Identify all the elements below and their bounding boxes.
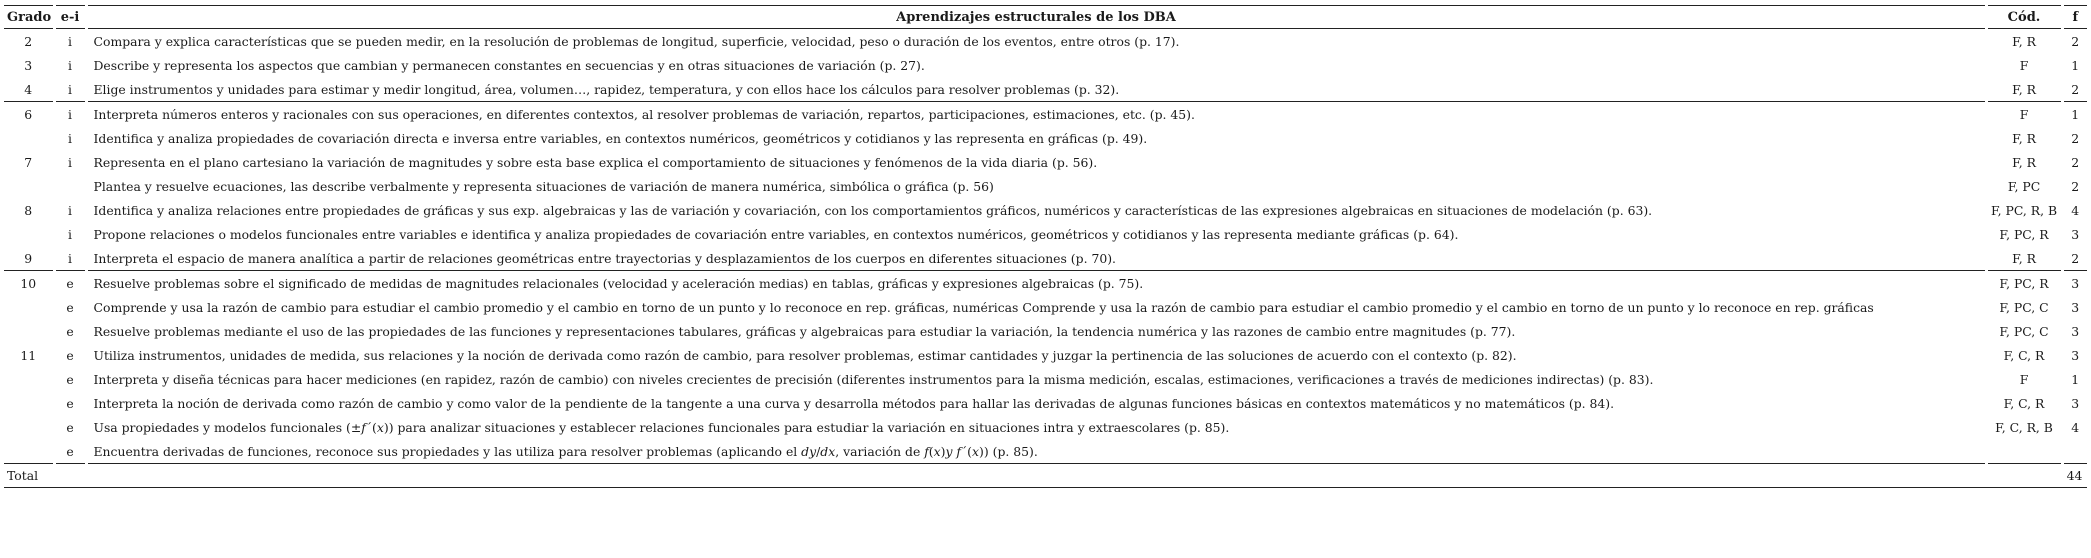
cell-grado	[4, 439, 54, 464]
cell-aprendizaje: Resuelve problemas mediante el uso de las propiedades de las funciones y representaciones tabulares, gráficas y algebraicas para estudiar la variación, la tendencia numérica y las razones de cambio entre magnitudes (p. 77).	[86, 319, 1986, 343]
cell-cod: F	[1986, 53, 2062, 77]
total-label: Total	[4, 464, 2062, 488]
cell-cod: F, R	[1986, 246, 2062, 271]
table-row	[4, 271, 2087, 296]
total-row	[4, 464, 2087, 488]
cell-aprendizaje: Interpreta el espacio de manera analítica a partir de relaciones geométricas entre trayectorias y desplazamientos de los cuerpos en diferentes situaciones (p. 70).	[86, 246, 1986, 271]
cell-cod: F, PC, C	[1986, 319, 2062, 343]
cell-f: 3	[2062, 271, 2087, 296]
cell-grado	[4, 319, 54, 343]
cell-grado	[4, 295, 54, 319]
cell-grado	[4, 174, 54, 198]
header-aprendizajes: Aprendizajes estructurales de los DBA	[86, 6, 1986, 29]
cell-ei: i	[54, 29, 86, 54]
cell-grado: 4	[4, 77, 54, 102]
cell-cod: F, PC	[1986, 174, 2062, 198]
cell-ei: i	[54, 77, 86, 102]
cell-ei: e	[54, 319, 86, 343]
cell-f: 1	[2062, 102, 2087, 127]
cell-f: 3	[2071, 226, 2080, 242]
cell-cod: F	[1986, 367, 2062, 391]
cell-cod: F, C, R, B	[1986, 415, 2062, 439]
cell-aprendizaje: Interpreta la noción de derivada como razón de cambio y como valor de la pendiente de la tangente a una curva y desarrolla métodos para hallar las derivadas de algunas funciones básicas en contextos matemáticos y no matemáticos (p. 84).	[86, 391, 1986, 415]
cell-ei: i	[54, 222, 86, 246]
cell-f: 4	[2071, 419, 2080, 435]
cell-ei	[54, 174, 86, 198]
table-row	[4, 222, 2087, 246]
header-grado: Grado	[4, 6, 54, 29]
table-row	[4, 367, 2087, 391]
cell-ei: i	[54, 246, 86, 271]
table-row	[4, 77, 2087, 102]
table-row	[4, 343, 2087, 367]
cell-ei: e	[54, 343, 86, 367]
cell-ei: e	[54, 439, 86, 464]
cell-f: 4	[2071, 202, 2080, 218]
header-cod: Cód.	[1986, 6, 2062, 29]
cell-aprendizaje: Utiliza instrumentos, unidades de medida, sus relaciones y la noción de derivada como razón de cambio, para resolver problemas, estimar cantidades y juzgar la pertinencia de las soluciones de acuerdo con el contexto (p. 82).	[86, 343, 1986, 367]
table-row	[4, 29, 2087, 54]
header-ei: e-i	[54, 6, 86, 29]
cell-aprendizaje: Representa en el plano cartesiano la variación de magnitudes y sobre esta base explica el comportamiento de situaciones y fenómenos de la vida diaria (p. 56).	[86, 150, 1986, 174]
cell-cod	[1986, 439, 2062, 464]
cell-aprendizaje: Usa propiedades y modelos funcionales (±𝑓´(𝑥)) para analizar situaciones y establecer relaciones funcionales para estudiar la variación en situaciones intra y extraescolares (p. 85).	[86, 415, 1986, 439]
table-row	[4, 126, 2087, 150]
cell-cod: F, R	[1986, 126, 2062, 150]
cell-aprendizaje: Identifica y analiza propiedades de covariación directa e inversa entre variables, en contextos numéricos, geométricos y cotidianos y las representa en gráficas (p. 49).	[86, 126, 1986, 150]
cell-ei: e	[54, 271, 86, 296]
table-row	[4, 246, 2087, 271]
cell-aprendizaje: Identifica y analiza relaciones entre propiedades de gráficas y sus exp. algebraicas y las de variación y covariación, con los comportamientos gráficos, numéricos y características de las expresiones algebraicas en situaciones de modelación (p. 63).	[86, 198, 1986, 222]
cell-grado: 10	[4, 271, 54, 296]
cell-aprendizaje: Comprende y usa la razón de cambio para estudiar el cambio promedio y el cambio en torno de un punto y lo reconoce en rep. gráficas, numéricas Comprende y usa la razón de cambio para estudiar el cambio promedio y el cambio en torno de un punto y lo reconoce en rep. gráficas	[86, 295, 1986, 319]
cell-cod: F, R	[1986, 29, 2062, 54]
cell-grado	[4, 222, 54, 246]
cell-grado: 7	[4, 150, 54, 174]
cell-f: 3	[2071, 299, 2080, 315]
cell-f: 2	[2062, 29, 2087, 54]
cell-grado: 9	[4, 246, 54, 271]
cell-f: 2	[2071, 154, 2080, 170]
cell-f	[2062, 439, 2087, 464]
cell-grado: 6	[4, 102, 54, 127]
cell-ei: i	[54, 102, 86, 127]
cell-cod: F, PC, C	[1986, 295, 2062, 319]
cell-cod: F, C, R	[1986, 391, 2062, 415]
table-row	[4, 295, 2087, 319]
cell-ei: e	[54, 295, 86, 319]
table-row	[4, 319, 2087, 343]
cell-grado: 11	[4, 343, 54, 367]
cell-ei: e	[54, 367, 86, 391]
cell-aprendizaje: Interpreta y diseña técnicas para hacer mediciones (en rapidez, razón de cambio) con niveles crecientes de precisión (diferentes instrumentos para la misma medición, escalas, estimaciones, verificaciones a través de mediciones indirectas) (p. 83).	[86, 367, 1986, 391]
cell-f: 1	[2071, 371, 2080, 387]
cell-ei: i	[54, 198, 86, 222]
table-row	[4, 198, 2087, 222]
cell-ei: i	[54, 150, 86, 174]
cell-aprendizaje: Resuelve problemas sobre el significado de medidas de magnitudes relacionales (velocidad y aceleración medias) en tablas, gráficas y expresiones algebraicas (p. 75).	[86, 271, 1986, 296]
total-value: 44	[2062, 464, 2087, 488]
cell-aprendizaje: Describe y representa los aspectos que cambian y permanecen constantes en secuencias y en otras situaciones de variación (p. 27).	[86, 53, 1986, 77]
header-row	[4, 6, 2087, 29]
cell-grado	[4, 391, 54, 415]
cell-aprendizaje: Propone relaciones o modelos funcionales entre variables e identifica y analiza propiedades de covariación entre variables, en contextos numéricos, geométricos y cotidianos y las representa mediante gráficas (p. 64).	[86, 222, 1986, 246]
cell-cod: F, PC, R	[1986, 271, 2062, 296]
cell-ei: e	[54, 391, 86, 415]
cell-f: 2	[2071, 178, 2080, 194]
cell-grado: 8	[4, 198, 54, 222]
cell-f: 2	[2071, 130, 2080, 146]
cell-f: 2	[2071, 250, 2080, 266]
table-row	[4, 415, 2087, 439]
table-row	[4, 53, 2087, 77]
cell-cod: F, R	[1986, 77, 2062, 102]
cell-cod: F	[1986, 102, 2062, 127]
table-row	[4, 150, 2087, 174]
cell-f: 2	[2071, 81, 2080, 97]
cell-ei: i	[54, 53, 86, 77]
cell-aprendizaje: Encuentra derivadas de funciones, reconoce sus propiedades y las utiliza para resolver problemas (aplicando el 𝑑𝑦/𝑑𝑥, variación de 𝑓(𝑥)𝑦 𝑓´(𝑥)) (p. 85).	[86, 439, 1986, 464]
cell-grado: 3	[4, 53, 54, 77]
cell-ei: i	[54, 126, 86, 150]
table-wrapper	[4, 5, 2087, 488]
table-row	[4, 439, 2087, 464]
cell-cod: F, PC, R, B	[1986, 198, 2062, 222]
dba-learning-table	[4, 5, 2087, 488]
cell-ei: e	[54, 415, 86, 439]
cell-cod: F, R	[1986, 150, 2062, 174]
cell-grado	[4, 126, 54, 150]
cell-f: 3	[2071, 395, 2080, 411]
cell-aprendizaje: Elige instrumentos y unidades para estimar y medir longitud, área, volumen…, rapidez, temperatura, y con ellos hace los cálculos para resolver problemas (p. 32).	[86, 77, 1986, 102]
table-row	[4, 391, 2087, 415]
cell-f: 3	[2071, 323, 2080, 339]
cell-grado	[4, 367, 54, 391]
cell-f: 1	[2071, 57, 2080, 73]
cell-cod: F, PC, R	[1986, 222, 2062, 246]
cell-cod: F, C, R	[1986, 343, 2062, 367]
table-row	[4, 102, 2087, 127]
cell-f: 3	[2071, 347, 2080, 363]
cell-aprendizaje: Plantea y resuelve ecuaciones, las describe verbalmente y representa situaciones de variación de manera numérica, simbólica o gráfica (p. 56)	[86, 174, 1986, 198]
header-f: f	[2062, 6, 2087, 29]
cell-aprendizaje: Compara y explica características que se pueden medir, en la resolución de problemas de longitud, superficie, velocidad, peso o duración de los eventos, entre otros (p. 17).	[86, 29, 1986, 54]
table-body	[4, 29, 2087, 488]
cell-aprendizaje: Interpreta números enteros y racionales con sus operaciones, en diferentes contextos, al resolver problemas de variación, repartos, participaciones, estimaciones, etc. (p. 45).	[86, 102, 1986, 127]
cell-grado: 2	[4, 29, 54, 54]
cell-grado	[4, 415, 54, 439]
table-row	[4, 174, 2087, 198]
